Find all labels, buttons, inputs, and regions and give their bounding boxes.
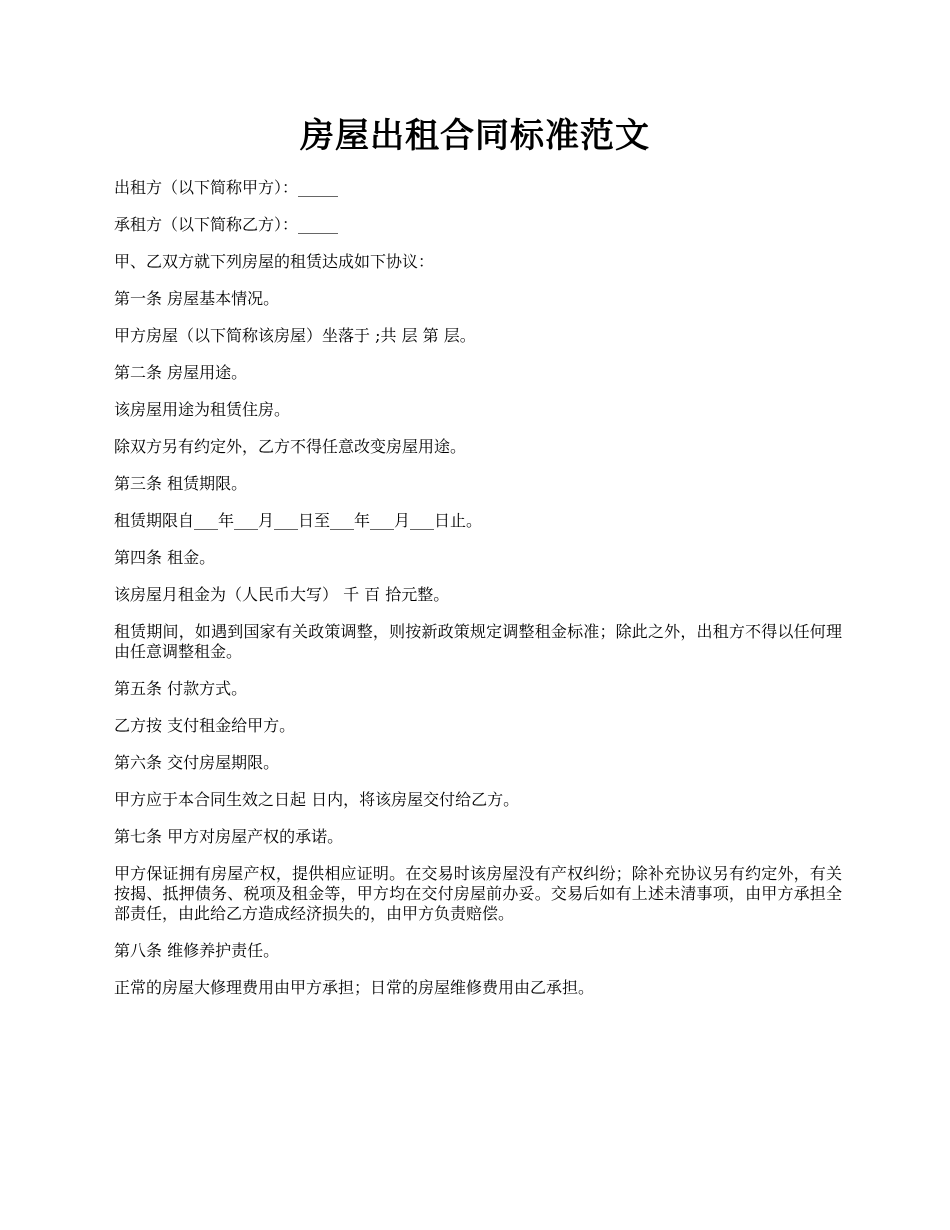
- article-4-text-1: 该房屋月租金为（人民币大写） 千 百 拾元整。: [114, 585, 450, 604]
- article-8-heading: 第八条 维修养护责任。: [114, 941, 280, 960]
- article-7-text: 甲方保证拥有房屋产权，提供相应证明。在交易时该房屋没有产权纠纷；除补充协议另有约定外，有关按揭、抵押债务、税项及租金等，甲方均在交付房屋前办妥。交易后如有上述未清事项，由甲方承担全部责任，由此给乙方造成经济损失的，由甲方负责赔偿。: [114, 864, 842, 923]
- article-3-text: 租赁期限自___年___月___日至___年___月___日止。: [114, 511, 483, 530]
- article-4-heading: 第四条 租金。: [114, 548, 216, 567]
- article-7-heading: 第七条 甲方对房屋产权的承诺。: [114, 827, 344, 846]
- article-6-text: 甲方应于本合同生效之日起 日内，将该房屋交付给乙方。: [114, 790, 520, 809]
- article-2-text-1: 该房屋用途为租赁住房。: [114, 400, 291, 419]
- article-2-heading: 第二条 房屋用途。: [114, 363, 248, 382]
- article-8-text: 正常的房屋大修理费用由甲方承担；日常的房屋维修费用由乙承担。: [114, 978, 595, 997]
- article-1-text: 甲方房屋（以下简称该房屋）坐落于 ;共 层 第 层。: [114, 326, 476, 345]
- article-5-heading: 第五条 付款方式。: [114, 679, 248, 698]
- article-1-heading: 第一条 房屋基本情况。: [114, 289, 280, 308]
- document-body: [114, 178, 842, 1015]
- article-2-text-2: 除双方另有约定外，乙方不得任意改变房屋用途。: [114, 437, 467, 456]
- article-4-text-2: 租赁期间，如遇到国家有关政策调整，则按新政策规定调整租金标准；除此之外，出租方不得以任何理由任意调整租金。: [114, 622, 842, 661]
- article-6-heading: 第六条 交付房屋期限。: [114, 753, 280, 772]
- agreement-intro: 甲、乙双方就下列房屋的租赁达成如下协议：: [114, 252, 435, 271]
- lessor-line: 出租方（以下简称甲方）：_____: [114, 178, 339, 197]
- article-3-heading: 第三条 租赁期限。: [114, 474, 248, 493]
- document-title: 房屋出租合同标准范文: [300, 116, 650, 156]
- article-5-text: 乙方按 支付租金给甲方。: [114, 716, 296, 735]
- lessee-line: 承租方（以下简称乙方）：_____: [114, 215, 339, 234]
